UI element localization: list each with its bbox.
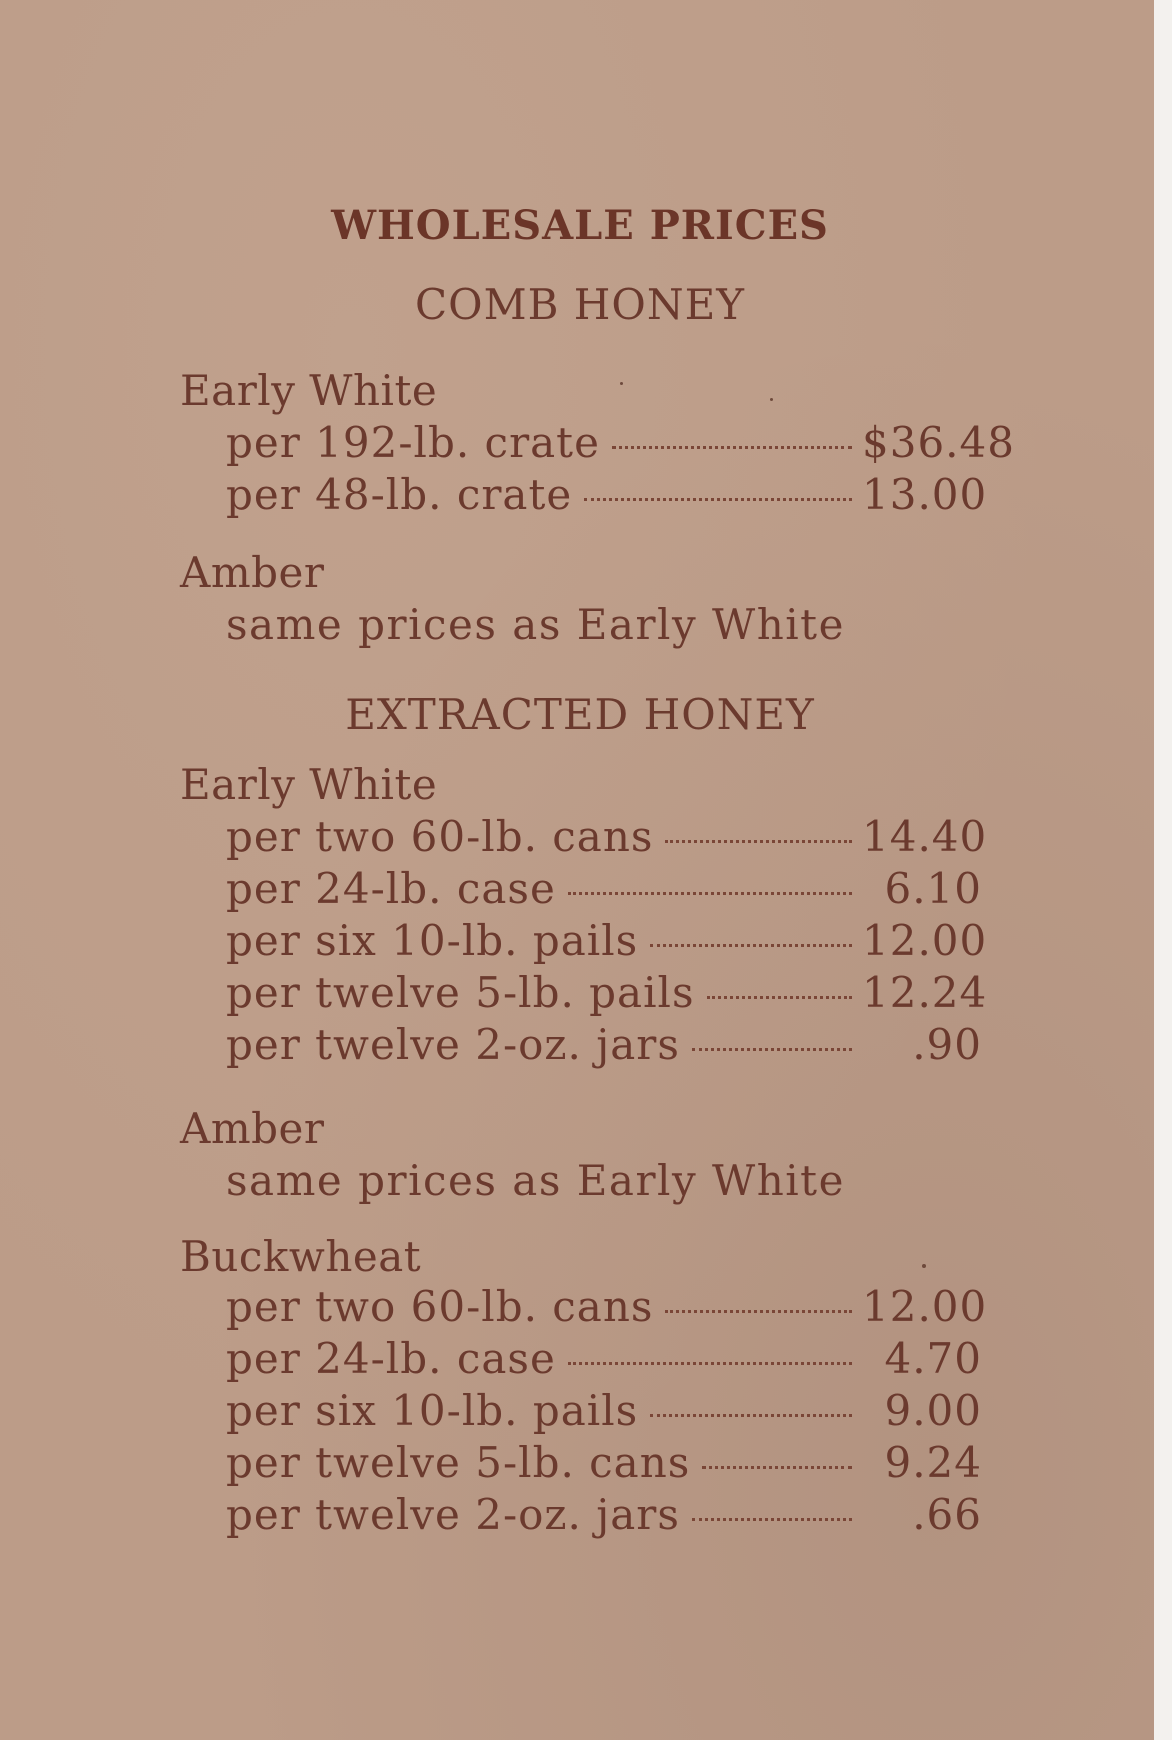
price-row-item: per 48-lb. crate xyxy=(226,470,573,519)
price-row-item: per six 10-lb. pails xyxy=(226,1386,639,1435)
extracted-honey-heading: EXTRACTED HONEY xyxy=(345,690,815,739)
comb-early-white-label: Early White xyxy=(180,366,438,415)
price-row xyxy=(226,1438,982,1490)
dot-leader xyxy=(568,892,852,895)
price-row xyxy=(226,418,1015,470)
price-row-item: per two 60-lb. cans xyxy=(226,812,654,861)
dot-leader xyxy=(612,446,852,449)
price-row-price: 4.70 xyxy=(884,1334,982,1383)
dot-leader xyxy=(692,1048,852,1051)
dot-leader xyxy=(568,1362,852,1365)
comb-amber-label: Amber xyxy=(180,548,325,597)
price-row-price: 12.24 xyxy=(862,968,988,1017)
price-row xyxy=(226,1386,982,1438)
dot-leader xyxy=(650,1414,852,1417)
buckwheat-label: Buckwheat xyxy=(180,1232,422,1281)
price-row-price: 12.00 xyxy=(862,1282,988,1331)
price-row xyxy=(226,812,988,864)
price-row-price: 13.00 xyxy=(862,470,988,519)
paper-speck xyxy=(922,1264,926,1268)
dot-leader xyxy=(702,1466,852,1469)
paper-speck xyxy=(620,382,623,385)
price-row-item: per twelve 5-lb. pails xyxy=(226,968,695,1017)
price-row-price: 9.00 xyxy=(884,1386,982,1435)
price-row-item: per twelve 2-oz. jars xyxy=(226,1020,680,1069)
price-row-price: 14.40 xyxy=(862,812,988,861)
price-row-price: .90 xyxy=(912,1020,982,1069)
paper-edge xyxy=(1154,0,1172,1740)
price-row xyxy=(226,470,988,522)
dot-leader xyxy=(665,1310,852,1313)
price-row xyxy=(226,864,982,916)
extracted-amber-note: same prices as Early White xyxy=(226,1156,845,1205)
extracted-amber-label: Amber xyxy=(180,1104,325,1153)
dot-leader xyxy=(650,944,852,947)
price-row-price: .66 xyxy=(912,1490,982,1539)
price-row-item: per 24-lb. case xyxy=(226,864,556,913)
price-row-item: per twelve 5-lb. cans xyxy=(226,1438,691,1487)
price-row-price: $36.48 xyxy=(862,418,1015,467)
price-row-price: 12.00 xyxy=(862,916,988,965)
price-row-item: per six 10-lb. pails xyxy=(226,916,639,965)
price-row xyxy=(226,916,988,968)
price-row xyxy=(226,1490,982,1542)
price-row-price: 6.10 xyxy=(884,864,982,913)
price-row xyxy=(226,1282,988,1334)
dot-leader xyxy=(584,498,852,501)
page-title: WHOLESALE PRICES xyxy=(331,202,829,249)
price-row-item: per twelve 2-oz. jars xyxy=(226,1490,680,1539)
comb-amber-note: same prices as Early White xyxy=(226,600,845,649)
price-row-item: per two 60-lb. cans xyxy=(226,1282,654,1331)
dot-leader xyxy=(707,996,853,999)
price-row xyxy=(226,968,988,1020)
dot-leader xyxy=(665,840,852,843)
price-row-item: per 24-lb. case xyxy=(226,1334,556,1383)
paper-speck xyxy=(770,398,773,401)
comb-honey-heading: COMB HONEY xyxy=(415,280,745,329)
price-row xyxy=(226,1334,982,1386)
price-row-item: per 192-lb. crate xyxy=(226,418,600,467)
dot-leader xyxy=(692,1518,852,1521)
price-row xyxy=(226,1020,982,1072)
extracted-early-white-label: Early White xyxy=(180,760,438,809)
price-row-price: 9.24 xyxy=(884,1438,982,1487)
